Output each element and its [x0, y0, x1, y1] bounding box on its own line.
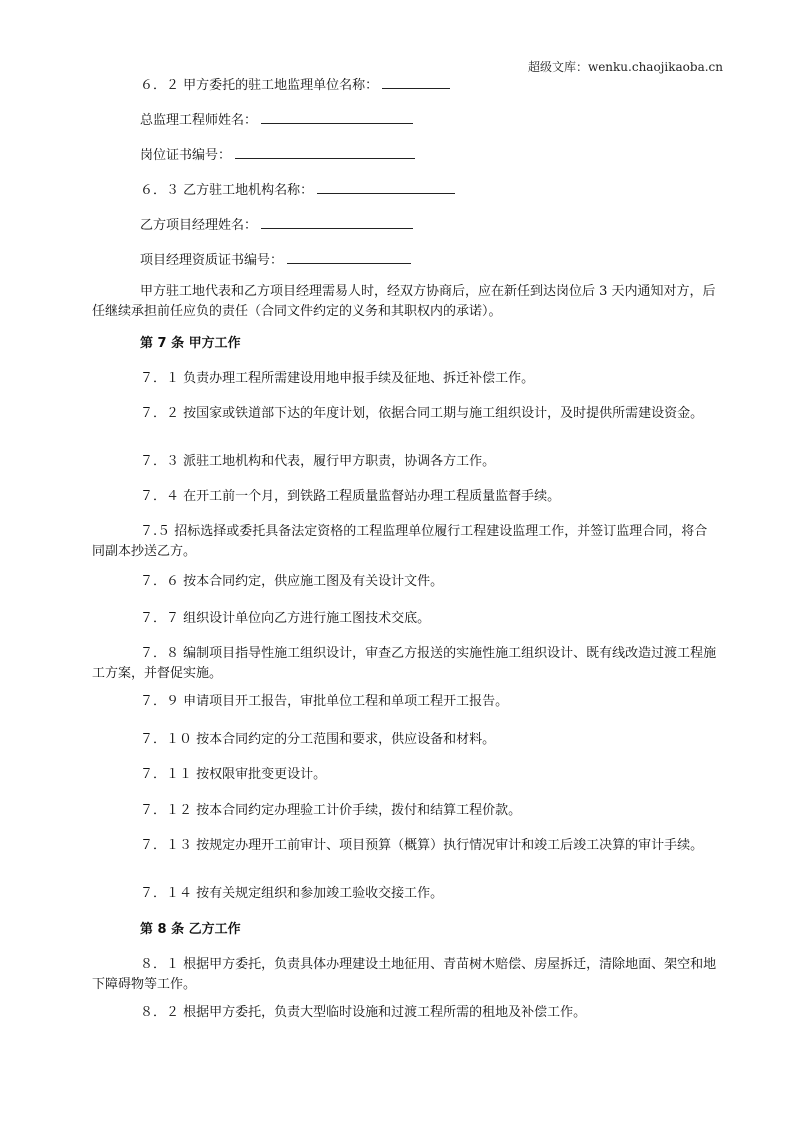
- item-7-6: ７．６ 按本合同约定，供应施工图及有关设计文件。: [140, 574, 444, 589]
- article-7-title: 第 7 条 甲方工作: [140, 336, 241, 351]
- item-8-2: ８．２ 根据甲方委托，负责大型临时设施和过渡工程所需的租地及补偿工作。: [140, 1005, 587, 1020]
- field-chief-engineer: [92, 109, 768, 131]
- item-7-11: ７．１１ 按权限审批变更设计。: [140, 767, 327, 782]
- blank-line: [235, 144, 415, 159]
- item-7-9: ７．９ 申请项目开工报告，审批单位工程和单项工程开工报告。: [140, 694, 509, 709]
- paragraph-replacement: 甲方驻工地代表和乙方项目经理需易人时，经双方协商后，应在新任到达岗位后 3 天内通知对方，后任继续承担前任应负的责任（合同文件约定的义务和其职权内的承诺）。: [92, 284, 716, 319]
- item-7-8: ７．８ 编制项目指导性施工组织设计，审查乙方报送的实施性施工组织设计、既有线改造过渡工程施工方案，并督促实施。: [92, 646, 717, 681]
- item-7-3: ７．３ 派驻工地机构和代表，履行甲方职责，协调各方工作。: [140, 454, 496, 469]
- item-7-13: ７．１３ 按规定办理开工前审计、项目预算（概算）执行情况审计和竣工后竣工决算的审计手续。: [140, 838, 704, 853]
- item-8-1: ８．１ 根据甲方委托，负责具体办理建设土地征用、青苗树木赔偿、房屋拆迁，清除地面、架空和地下障碍物等工作。: [92, 957, 717, 992]
- blank-line: [261, 214, 413, 229]
- blank-line: [261, 109, 413, 124]
- item-7-14: ７．１４ 按有关规定组织和参加竣工验收交接工作。: [140, 886, 444, 901]
- item-7-1: ７．１ 负责办理工程所需建设用地申报手续及征地、拆迁补偿工作。: [140, 371, 535, 386]
- field-label: ６．３ 乙方驻工地机构名称：: [140, 183, 314, 198]
- blank-line: [287, 249, 411, 264]
- field-label: 乙方项目经理姓名：: [140, 218, 258, 233]
- item-7-4: ７．４ 在开工前一个月，到铁路工程质量监督站办理工程质量监督手续。: [140, 489, 561, 504]
- watermark-header: 超级文库：wenku.chaojikaoba.cn: [527, 60, 723, 74]
- field-label: 总监理工程师姓名：: [140, 113, 258, 128]
- item-7-5: ７.５ 招标选择或委托具备法定资格的工程监理单位履行工程建设监理工作，并签订监理合同，将合同副本抄送乙方。: [92, 524, 708, 559]
- field-project-manager: [92, 214, 768, 236]
- field-pm-cert: [92, 249, 768, 271]
- article-8-title: 第 8 条 乙方工作: [140, 922, 241, 937]
- item-7-12: ７．１２ 按本合同约定办理验工计价手续，拨付和结算工程价款。: [140, 803, 522, 818]
- field-label: 岗位证书编号：: [140, 148, 232, 163]
- item-7-2: ７．２ 按国家或铁道部下达的年度计划，依据合同工期与施工组织设计，及时提供所需建设资金。: [140, 406, 704, 421]
- field-supervision-unit: [92, 74, 768, 96]
- blank-line: [317, 179, 455, 194]
- field-site-office: [92, 179, 768, 201]
- field-label: ６．２ 甲方委托的驻工地监理单位名称：: [140, 78, 379, 93]
- item-7-7: ７．７ 组织设计单位向乙方进行施工图技术交底。: [140, 611, 431, 626]
- item-7-10: ７．１０ 按本合同约定的分工范围和要求，供应设备和材料。: [140, 732, 496, 747]
- field-cert-number: [92, 144, 768, 166]
- blank-line: [382, 74, 450, 89]
- field-label: 项目经理资质证书编号：: [140, 253, 284, 268]
